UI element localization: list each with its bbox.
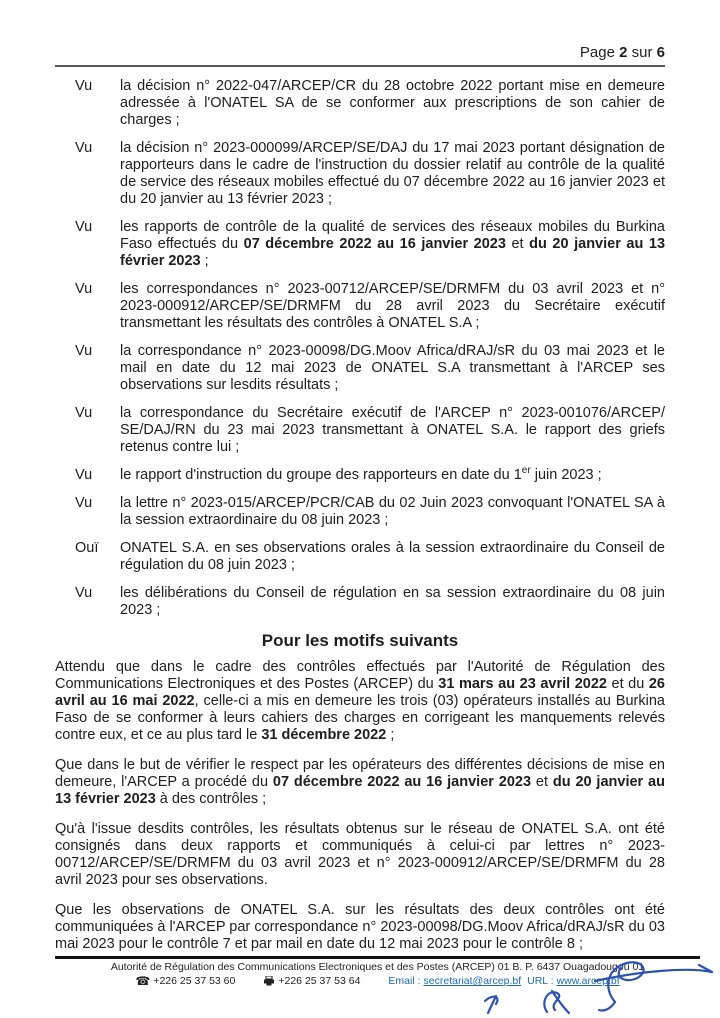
footer-org-line: Autorité de Régulation des Communications Electroniques et des Postes (ARCEP) 01 B. P. 6437 Ouagadougou 01 bbox=[110, 961, 645, 973]
vu-item-label: Vu bbox=[75, 78, 93, 94]
fax-number: +226 25 37 53 64 bbox=[278, 975, 361, 987]
vu-item-text: la correspondance du Secrétaire exécutif de l'ARCEP n° 2023-001076/ARCEP/ SE/DAJ/RN du 23 mai 2023 transmettant à ONATEL S.A. le rapport des griefs retenus contre lui ; bbox=[120, 405, 665, 455]
url-label: URL : bbox=[527, 975, 554, 987]
footer-phone bbox=[135, 974, 235, 988]
vu-item bbox=[55, 78, 665, 129]
initials-right bbox=[544, 991, 569, 1013]
vu-item-label: Vu bbox=[75, 585, 93, 601]
vu-item bbox=[55, 540, 665, 574]
vu-item-text: la décision n° 2022-047/ARCEP/CR du 28 octobre 2022 portant mise en demeure adressée à l'ONATEL SA de se conformer aux prescriptions de son cahier de charges ; bbox=[120, 78, 665, 128]
vu-item bbox=[55, 467, 665, 484]
phone-icon: ☎ bbox=[135, 974, 151, 988]
body-paragraph: Que les observations de ONATEL S.A. sur les résultats des deux contrôles ont été communiquées à l'ARCEP par correspondance n° 2023-00098/DG.Moov Africa/dRAJ/sR du 03 mai 2023 pour le contrôle 7 et par mail en date du 12 mai 2023 pour le contrôle 8 ; bbox=[55, 902, 665, 952]
email-label: Email : bbox=[388, 975, 421, 987]
motifs-heading: Pour les motifs suivants bbox=[261, 631, 459, 650]
handwritten-signature bbox=[455, 956, 715, 1018]
email-link[interactable]: secretariat@arcep.bf bbox=[423, 975, 522, 987]
vu-item bbox=[55, 140, 665, 208]
vu-item-text: ONATEL S.A. en ses observations orales à la session extraordinaire du Conseil de régulation du 08 juin 2023 ; bbox=[120, 540, 665, 573]
vu-item bbox=[55, 585, 665, 619]
phone-number: +226 25 37 53 60 bbox=[153, 975, 236, 987]
initials-left bbox=[485, 996, 497, 1013]
vu-item-label: Vu bbox=[75, 281, 93, 297]
vu-item-text: les rapports de contrôle de la qualité de services des réseaux mobiles du Burkina Faso effectués du 07 décembre 2022 au 16 janvier 2023 et du 20 janvier au 13 février 2023 ; bbox=[120, 219, 666, 269]
vu-item-label: Vu bbox=[75, 140, 93, 156]
body-paragraph: Attendu que dans le cadre des contrôles effectués par l'Autorité de Régulation des Communications Electroniques et des Postes (ARCEP) du 31 mars au 23 avril 2022 et du 26 avril au 16 mai 2022, celle-ci a mis en demeure les trois (03) opérateurs installés au Burkina Faso de se conformer à leurs cahiers des charges en corrigeant les manquements relevés contre eux, et ce au plus tard le 31 décembre 2022 ; bbox=[55, 659, 665, 743]
vu-item bbox=[55, 343, 665, 394]
body-paragraph: Que dans le but de vérifier le respect par les opérateurs des différentes décisions de mise en demeure, l'ARCEP a procédé du 07 décembre 2022 au 16 janvier 2023 et du 20 janvier au 13 février 2023 à des contrôles ; bbox=[55, 757, 665, 807]
body-paragraph: Qu'à l'issue desdits contrôles, les résultats obtenus sur le réseau de ONATEL S.A. ont été consignés dans deux rapports et communiqués à celui-ci par lettres n° 2023-00712/ARCEP/SE/DRMFM du 03 avril 2023 et n° 2023-000912/ARCEP/SE/DRMFM du 28 avril 2023 pour ses observations. bbox=[55, 821, 665, 888]
vu-item-label: Vu bbox=[75, 405, 93, 421]
vu-item-text: la correspondance n° 2023-00098/DG.Moov Africa/dRAJ/sR du 03 mai 2023 et le mail en date du 12 mai 2023 de ONATEL S.A transmettant à l'ARCEP ses observations sur lesdits résultats ; bbox=[120, 343, 665, 393]
vu-list bbox=[55, 78, 665, 619]
vu-item-text: la décision n° 2023-000099/ARCEP/SE/DAJ du 17 mai 2023 portant désignation de rapporteurs dans le cadre de l'instruction du dossier relatif au contrôle de la qualité de service des réseaux mobiles effectué du 07 décembre 2022 au 16 janvier 2023 et du 20 janvier au 13 février 2023 ; bbox=[120, 140, 665, 207]
vu-item bbox=[55, 495, 665, 529]
vu-item bbox=[55, 219, 665, 270]
vu-item bbox=[55, 405, 665, 456]
vu-item-label: Vu bbox=[75, 219, 93, 235]
page-number-header bbox=[55, 44, 665, 67]
vu-item bbox=[55, 281, 665, 332]
page-number-text: Page 2 sur 6 bbox=[579, 44, 665, 61]
vu-item-label: Vu bbox=[75, 495, 93, 511]
vu-item-label: Vu bbox=[75, 343, 93, 359]
vu-item-label: Ouï bbox=[75, 540, 99, 556]
footer-fax bbox=[263, 974, 360, 988]
vu-item-text: les correspondances n° 2023-00712/ARCEP/SE/DRMFM du 03 avril 2023 et n° 2023-000912/ARCEP/SE/DRMFM du 28 avril 2023 du Secrétaire exécutif transmettant les résultats des contrôles à ONATEL S.A ; bbox=[120, 281, 665, 331]
vu-item-text: les délibérations du Conseil de régulation en sa session extraordinaire du 08 juin 2023 ; bbox=[120, 585, 665, 618]
vu-item-text: le rapport d'instruction du groupe des rapporteurs en date du 1er juin 2023 ; bbox=[120, 465, 602, 483]
url-link[interactable]: www.arcep.bf bbox=[556, 975, 620, 987]
fax-icon bbox=[263, 976, 275, 986]
vu-item-label: Vu bbox=[75, 467, 93, 483]
body-paragraphs bbox=[55, 659, 665, 953]
vu-item-text: la lettre n° 2023-015/ARCEP/PCR/CAB du 02 Juin 2023 convoquant l'ONATEL SA à la session extraordinaire du 08 juin 2023 ; bbox=[120, 495, 665, 528]
